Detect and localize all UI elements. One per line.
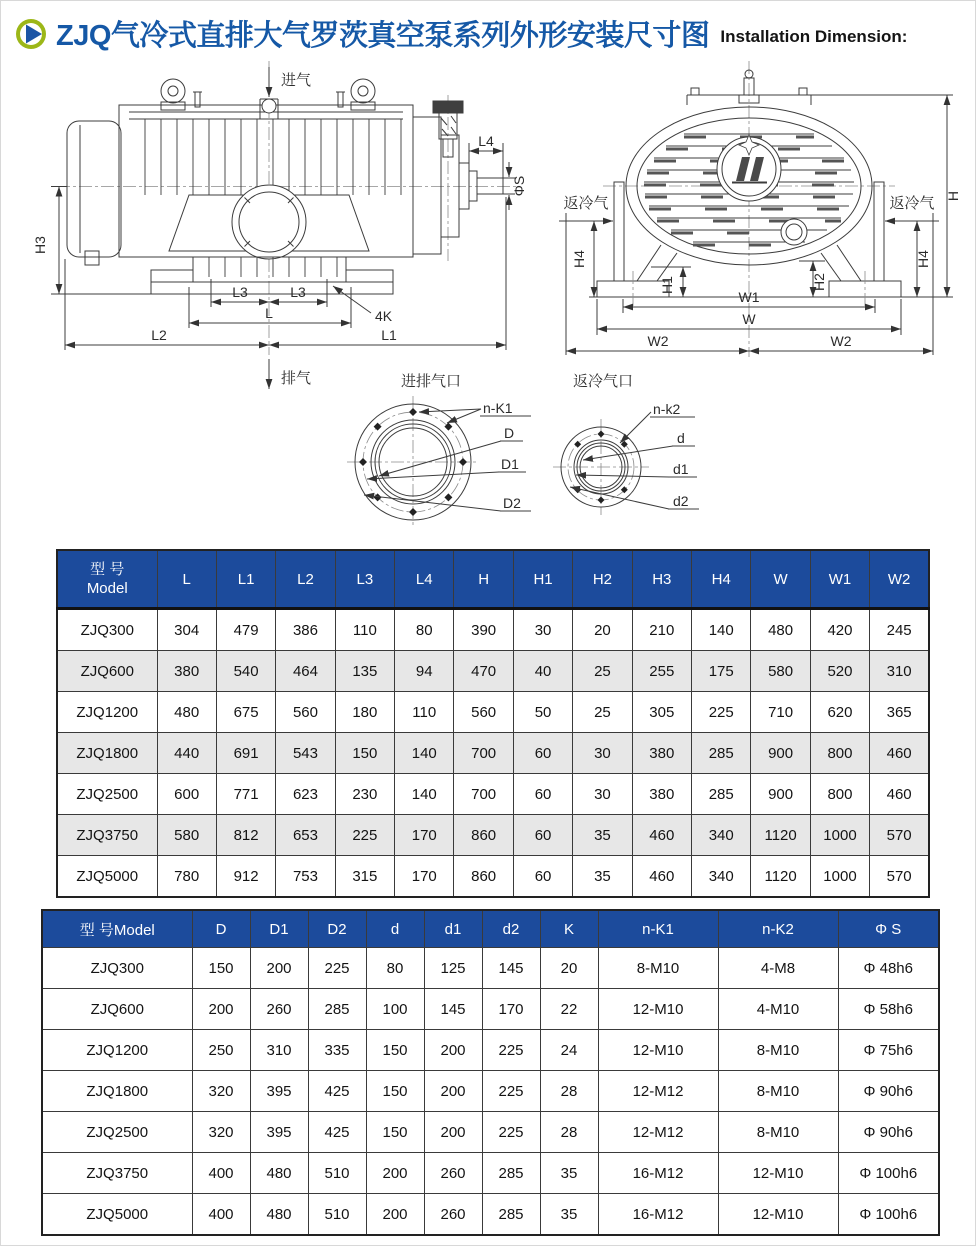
dimension-table-ports [41, 909, 940, 1236]
column-header: L2 [276, 550, 335, 609]
value-cell: 285 [482, 1153, 540, 1194]
value-cell: 4-M10 [718, 989, 838, 1030]
dim-label-w2-left: W2 [647, 333, 669, 349]
dim-label-l4: L4 [478, 133, 494, 149]
value-cell: 320 [192, 1071, 250, 1112]
table-header-row [42, 910, 939, 948]
value-cell: 225 [308, 948, 366, 989]
value-cell: 200 [192, 989, 250, 1030]
value-cell: 285 [482, 1194, 540, 1236]
column-header: Φ S [838, 910, 939, 948]
value-cell: 225 [692, 692, 751, 733]
model-cell: ZJQ3750 [57, 815, 157, 856]
model-cell: ZJQ1200 [42, 1030, 192, 1071]
model-cell: ZJQ3750 [42, 1153, 192, 1194]
table-row [57, 651, 929, 692]
value-cell: 30 [573, 733, 632, 774]
value-cell: 200 [424, 1030, 482, 1071]
value-cell: 4-M8 [718, 948, 838, 989]
value-cell: 560 [276, 692, 335, 733]
value-cell: 390 [454, 609, 513, 651]
outlet-label: 排气 [281, 370, 312, 387]
dim-label-h1: H1 [659, 276, 675, 294]
value-cell: 900 [751, 774, 810, 815]
value-cell: 540 [216, 651, 275, 692]
value-cell: 200 [366, 1153, 424, 1194]
value-cell: 260 [424, 1194, 482, 1236]
value-cell: 310 [250, 1030, 308, 1071]
column-header: K [540, 910, 598, 948]
dim-label-D2: D2 [503, 495, 521, 511]
value-cell: 12-M12 [598, 1112, 718, 1153]
column-header: D [192, 910, 250, 948]
model-cell: ZJQ1800 [42, 1071, 192, 1112]
table-row [42, 1071, 939, 1112]
column-header: H3 [632, 550, 691, 609]
value-cell: 170 [395, 815, 454, 856]
main-port-flange-labels [401, 373, 521, 511]
column-header: H4 [692, 550, 751, 609]
column-header: W1 [810, 550, 869, 609]
table-row [42, 1194, 939, 1236]
bullet-icon [15, 18, 47, 50]
value-cell: 900 [751, 733, 810, 774]
dim-label-l: L [265, 305, 273, 321]
value-cell: 260 [250, 989, 308, 1030]
column-header: n-K1 [598, 910, 718, 948]
installation-drawing [1, 55, 976, 547]
model-header-cn: 型 号 [90, 561, 125, 578]
value-cell: 310 [870, 651, 929, 692]
value-cell: 460 [632, 856, 691, 898]
dim-label-h4-right: H4 [915, 250, 931, 268]
return-port-title: 返冷气口 [572, 373, 634, 390]
value-cell: 110 [395, 692, 454, 733]
value-cell: 510 [308, 1194, 366, 1236]
model-cell: ZJQ5000 [57, 856, 157, 898]
value-cell: 315 [335, 856, 394, 898]
value-cell: 24 [540, 1030, 598, 1071]
value-cell: 225 [482, 1030, 540, 1071]
value-cell: 580 [157, 815, 216, 856]
value-cell: 800 [810, 733, 869, 774]
value-cell: 480 [157, 692, 216, 733]
value-cell: 285 [692, 733, 751, 774]
dim-label-D: D [504, 425, 515, 441]
value-cell: 12-M10 [718, 1194, 838, 1236]
value-cell: 380 [157, 651, 216, 692]
dim-label-l1: L1 [381, 327, 397, 343]
value-cell: 340 [692, 856, 751, 898]
value-cell: 225 [335, 815, 394, 856]
dim-label-d1: d1 [673, 461, 689, 477]
value-cell: 912 [216, 856, 275, 898]
column-header: L1 [216, 550, 275, 609]
column-header: n-K2 [718, 910, 838, 948]
dim-label-w1: W1 [738, 289, 760, 305]
value-cell: 400 [192, 1153, 250, 1194]
value-cell: 28 [540, 1071, 598, 1112]
value-cell: 150 [366, 1071, 424, 1112]
value-cell: 700 [454, 774, 513, 815]
dim-label-4k: 4K [375, 308, 393, 324]
value-cell: 60 [513, 774, 572, 815]
table-row [42, 1153, 939, 1194]
value-cell: 145 [482, 948, 540, 989]
dim-label-w2-right: W2 [830, 333, 852, 349]
value-cell: 8-M10 [598, 948, 718, 989]
column-header: d2 [482, 910, 540, 948]
dim-label-w: W [742, 311, 756, 327]
value-cell: 675 [216, 692, 275, 733]
column-header: H1 [513, 550, 572, 609]
value-cell: 110 [335, 609, 394, 651]
value-cell: 395 [250, 1112, 308, 1153]
dim-label-nk1: n-K1 [483, 400, 513, 416]
value-cell: 520 [810, 651, 869, 692]
value-cell: 35 [573, 856, 632, 898]
value-cell: 100 [366, 989, 424, 1030]
table-row [57, 733, 929, 774]
value-cell: 285 [308, 989, 366, 1030]
value-cell: 623 [276, 774, 335, 815]
value-cell: 395 [250, 1071, 308, 1112]
column-header: D2 [308, 910, 366, 948]
value-cell: 140 [692, 609, 751, 651]
value-cell: 560 [454, 692, 513, 733]
value-cell: 60 [513, 856, 572, 898]
dim-label-h4-left: H4 [571, 250, 587, 268]
value-cell: 753 [276, 856, 335, 898]
value-cell: 210 [632, 609, 691, 651]
value-cell: 80 [366, 948, 424, 989]
page-subtitle: Installation Dimension: [720, 26, 908, 46]
value-cell: 1000 [810, 815, 869, 856]
value-cell: 460 [870, 733, 929, 774]
table-row [57, 692, 929, 733]
value-cell: 400 [192, 1194, 250, 1236]
column-header: L [157, 550, 216, 609]
value-cell: 386 [276, 609, 335, 651]
value-cell: 812 [216, 815, 275, 856]
column-header: L3 [335, 550, 394, 609]
value-cell: 800 [810, 774, 869, 815]
value-cell: 8-M10 [718, 1030, 838, 1071]
value-cell: 1000 [810, 856, 869, 898]
value-cell: Φ 58h6 [838, 989, 939, 1030]
value-cell: 570 [870, 856, 929, 898]
column-header: W2 [870, 550, 929, 609]
value-cell: 20 [573, 609, 632, 651]
main-port-title: 进排气口 [400, 373, 462, 390]
value-cell: 1120 [751, 856, 810, 898]
value-cell: 30 [513, 609, 572, 651]
value-cell: 543 [276, 733, 335, 774]
value-cell: 175 [692, 651, 751, 692]
column-header: L4 [395, 550, 454, 609]
value-cell: 225 [482, 1112, 540, 1153]
value-cell: 365 [870, 692, 929, 733]
value-cell: 380 [632, 733, 691, 774]
value-cell: 140 [395, 774, 454, 815]
dim-label-l3-left: L3 [232, 284, 248, 300]
value-cell: 12-M10 [598, 1030, 718, 1071]
value-cell: 479 [216, 609, 275, 651]
dim-label-h3: H3 [32, 236, 48, 254]
value-cell: 80 [395, 609, 454, 651]
value-cell: 260 [424, 1153, 482, 1194]
dim-label-h2: H2 [811, 273, 827, 291]
value-cell: 125 [424, 948, 482, 989]
model-cell: ZJQ600 [42, 989, 192, 1030]
model-cell: ZJQ2500 [57, 774, 157, 815]
value-cell: 8-M10 [718, 1071, 838, 1112]
dim-label-d: d [677, 430, 685, 446]
value-cell: 200 [424, 1112, 482, 1153]
return-air-right-label: 返冷气 [889, 195, 935, 212]
dim-label-l2: L2 [151, 327, 167, 343]
model-header-en: Model [86, 580, 128, 597]
value-cell: 180 [335, 692, 394, 733]
value-cell: 200 [250, 948, 308, 989]
value-cell: 480 [250, 1194, 308, 1236]
value-cell: 150 [366, 1030, 424, 1071]
value-cell: 145 [424, 989, 482, 1030]
dim-label-h: H [945, 190, 961, 202]
side-view-drawing [51, 61, 517, 389]
table-row [57, 856, 929, 898]
value-cell: 255 [632, 651, 691, 692]
table-row [57, 774, 929, 815]
value-cell: 285 [692, 774, 751, 815]
value-cell: 22 [540, 989, 598, 1030]
column-header: W [751, 550, 810, 609]
value-cell: 510 [308, 1153, 366, 1194]
value-cell: 305 [632, 692, 691, 733]
value-cell: 200 [366, 1194, 424, 1236]
table-header-row [57, 550, 929, 609]
model-cell: ZJQ2500 [42, 1112, 192, 1153]
value-cell: 340 [692, 815, 751, 856]
value-cell: 780 [157, 856, 216, 898]
value-cell: 1120 [751, 815, 810, 856]
value-cell: 150 [366, 1112, 424, 1153]
value-cell: 710 [751, 692, 810, 733]
page-title: ZJQ气冷式直排大气罗茨真空泵系列外形安装尺寸图 [56, 20, 710, 52]
value-cell: 700 [454, 733, 513, 774]
value-cell: 12-M10 [598, 989, 718, 1030]
value-cell: 12-M10 [718, 1153, 838, 1194]
value-cell: 30 [573, 774, 632, 815]
model-cell: ZJQ300 [57, 609, 157, 651]
table-row [42, 1030, 939, 1071]
column-header: D1 [250, 910, 308, 948]
value-cell: 304 [157, 609, 216, 651]
value-cell: 771 [216, 774, 275, 815]
value-cell: 860 [454, 815, 513, 856]
value-cell: 620 [810, 692, 869, 733]
value-cell: 140 [395, 733, 454, 774]
dim-label-l3-right: L3 [290, 284, 306, 300]
value-cell: 460 [870, 774, 929, 815]
value-cell: 8-M10 [718, 1112, 838, 1153]
model-cell: ZJQ600 [57, 651, 157, 692]
column-header: d1 [424, 910, 482, 948]
value-cell: 35 [573, 815, 632, 856]
value-cell: 170 [395, 856, 454, 898]
model-column-header: 型 号Model [42, 910, 192, 948]
model-cell: ZJQ300 [42, 948, 192, 989]
value-cell: 28 [540, 1112, 598, 1153]
value-cell: 653 [276, 815, 335, 856]
column-header: H [454, 550, 513, 609]
table-row [57, 815, 929, 856]
value-cell: Φ 90h6 [838, 1112, 939, 1153]
value-cell: 860 [454, 856, 513, 898]
value-cell: 320 [192, 1112, 250, 1153]
value-cell: 35 [540, 1194, 598, 1236]
value-cell: 440 [157, 733, 216, 774]
value-cell: 570 [870, 815, 929, 856]
value-cell: 480 [250, 1153, 308, 1194]
page-header [15, 13, 965, 54]
value-cell: Φ 90h6 [838, 1071, 939, 1112]
dim-label-phi-s: ΦS [511, 175, 527, 197]
value-cell: 200 [424, 1071, 482, 1112]
value-cell: 20 [540, 948, 598, 989]
value-cell: 580 [751, 651, 810, 692]
value-cell: 480 [751, 609, 810, 651]
value-cell: 12-M12 [598, 1071, 718, 1112]
value-cell: 380 [632, 774, 691, 815]
value-cell: 60 [513, 815, 572, 856]
value-cell: 135 [335, 651, 394, 692]
dim-label-nk2: n-k2 [653, 401, 681, 417]
value-cell: 16-M12 [598, 1194, 718, 1236]
value-cell: Φ 100h6 [838, 1194, 939, 1236]
value-cell: 150 [335, 733, 394, 774]
value-cell: Φ 48h6 [838, 948, 939, 989]
dim-label-D1: D1 [501, 456, 519, 472]
value-cell: Φ 75h6 [838, 1030, 939, 1071]
value-cell: 150 [192, 948, 250, 989]
table-row [42, 948, 939, 989]
value-cell: 245 [870, 609, 929, 651]
value-cell: 40 [513, 651, 572, 692]
dim-label-d2: d2 [673, 493, 689, 509]
value-cell: 16-M12 [598, 1153, 718, 1194]
column-header: d [366, 910, 424, 948]
value-cell: 600 [157, 774, 216, 815]
value-cell: 470 [454, 651, 513, 692]
value-cell: 425 [308, 1071, 366, 1112]
dimension-table-main [56, 549, 930, 898]
value-cell: 230 [335, 774, 394, 815]
table-row [57, 609, 929, 651]
model-column-header [57, 550, 157, 609]
column-header: H2 [573, 550, 632, 609]
model-cell: ZJQ1800 [57, 733, 157, 774]
return-air-left-label: 返冷气 [563, 195, 609, 212]
value-cell: 225 [482, 1071, 540, 1112]
inlet-label: 进气 [281, 72, 312, 89]
model-cell: ZJQ5000 [42, 1194, 192, 1236]
value-cell: 170 [482, 989, 540, 1030]
value-cell: 25 [573, 651, 632, 692]
value-cell: 425 [308, 1112, 366, 1153]
table-row [42, 1112, 939, 1153]
value-cell: 335 [308, 1030, 366, 1071]
value-cell: 460 [632, 815, 691, 856]
value-cell: 691 [216, 733, 275, 774]
value-cell: 50 [513, 692, 572, 733]
value-cell: 94 [395, 651, 454, 692]
value-cell: Φ 100h6 [838, 1153, 939, 1194]
model-cell: ZJQ1200 [57, 692, 157, 733]
value-cell: 250 [192, 1030, 250, 1071]
value-cell: 35 [540, 1153, 598, 1194]
value-cell: 25 [573, 692, 632, 733]
value-cell: 420 [810, 609, 869, 651]
value-cell: 464 [276, 651, 335, 692]
value-cell: 60 [513, 733, 572, 774]
table-row [42, 989, 939, 1030]
